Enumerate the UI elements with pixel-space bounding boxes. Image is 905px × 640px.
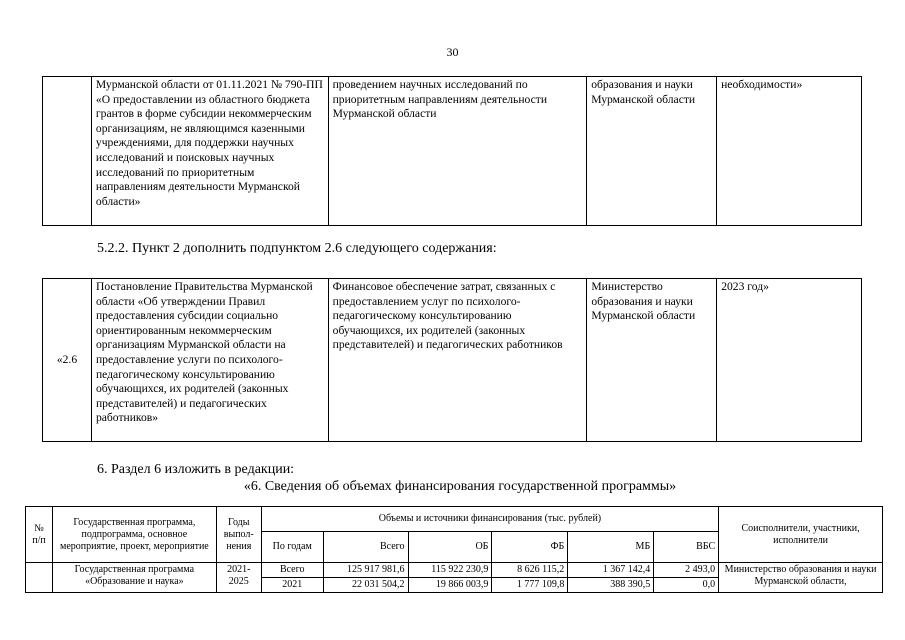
- table-row: [43, 279, 862, 442]
- table-row: [43, 77, 862, 226]
- year-cell: Всего: [261, 563, 323, 578]
- mb-cell: 388 390,5: [568, 578, 654, 593]
- financing-table: [25, 506, 883, 593]
- total-cell: 22 031 504,2: [323, 578, 408, 593]
- measures-table-continued: [42, 76, 862, 226]
- ob-cell: 19 866 003,9: [408, 578, 492, 593]
- document-cell: Постановление Правительства Мурманской области «Об утверждении Правил предоставления субсидии социально ориентированным некоммерческим организациям Мурманской области на предоставление услуги по психолого-педагогическому консультированию обучающихся, их родителей (законных представителей) и педагогических работников»: [91, 279, 328, 442]
- ob-cell: 115 922 230,9: [408, 563, 492, 578]
- header-total: Всего: [323, 532, 408, 563]
- header-executors: Соисполнители, участники, исполнители: [719, 507, 883, 563]
- program-executor: Министерство образования и науки Мурманской области,: [719, 563, 883, 593]
- fb-cell: 1 777 109,8: [492, 578, 568, 593]
- header-program: Государственная программа, подпрограмма, основное мероприятие, проект, мероприятие: [52, 507, 216, 563]
- row-number: «2.6: [43, 279, 92, 442]
- mb-cell: 1 367 142,4: [568, 563, 654, 578]
- measures-table-new: [42, 278, 862, 442]
- header-by-years: По годам: [261, 532, 323, 563]
- executor-cell: Министерство образования и науки Мурманской области: [587, 279, 717, 442]
- header-funding: Объемы и источники финансирования (тыс. рублей): [261, 507, 718, 532]
- page-number: 30: [446, 45, 459, 59]
- section-title: «6. Сведения об объемах финансирования государственной программы»: [243, 479, 677, 494]
- document-cell: Мурманской области от 01.11.2021 № 790-ПП «О предоставлении из областного бюджета грантов в форме субсидии некоммерческим организациям, не являющимся казенными учреждениями, для поддержки научных исследований и поисковых научных исследований по приоритетным направлениям деятельности Мурманской области»: [91, 77, 328, 226]
- year-cell: 2021: [261, 578, 323, 593]
- header-row: [26, 507, 883, 532]
- total-cell: 125 917 981,6: [323, 563, 408, 578]
- header-mb: МБ: [568, 532, 654, 563]
- header-num: № п/п: [26, 507, 53, 563]
- header-ob: ОБ: [408, 532, 492, 563]
- header-vbs: ВБС: [654, 532, 719, 563]
- executor-cell: образования и науки Мурманской области: [587, 77, 717, 226]
- paragraph-5-2-2: 5.2.2. Пункт 2 дополнить подпунктом 2.6 следующего содержания:: [97, 241, 497, 256]
- program-name: Государственная программа «Образование и наука»: [52, 563, 216, 593]
- program-years: 2021-2025: [216, 563, 261, 593]
- fb-cell: 8 626 115,2: [492, 563, 568, 578]
- header-years: Годы выпол-нения: [216, 507, 261, 563]
- purpose-cell: Финансовое обеспечение затрат, связанных с предоставлением услуг по психолого-педагогическому консультированию обучающихся, их родителей (законных представителей) и педагогических работников: [328, 279, 587, 442]
- table-row: [26, 563, 883, 578]
- vbs-cell: 2 493,0: [654, 563, 719, 578]
- purpose-cell: проведением научных исследований по приоритетным направлениям деятельности Мурманской области: [328, 77, 587, 226]
- row-number: [26, 563, 53, 593]
- paragraph-6: 6. Раздел 6 изложить в редакции:: [97, 462, 295, 477]
- term-cell: необходимости»: [717, 77, 862, 226]
- row-number: [43, 77, 92, 226]
- vbs-cell: 0,0: [654, 578, 719, 593]
- term-cell: 2023 год»: [717, 279, 862, 442]
- header-fb: ФБ: [492, 532, 568, 563]
